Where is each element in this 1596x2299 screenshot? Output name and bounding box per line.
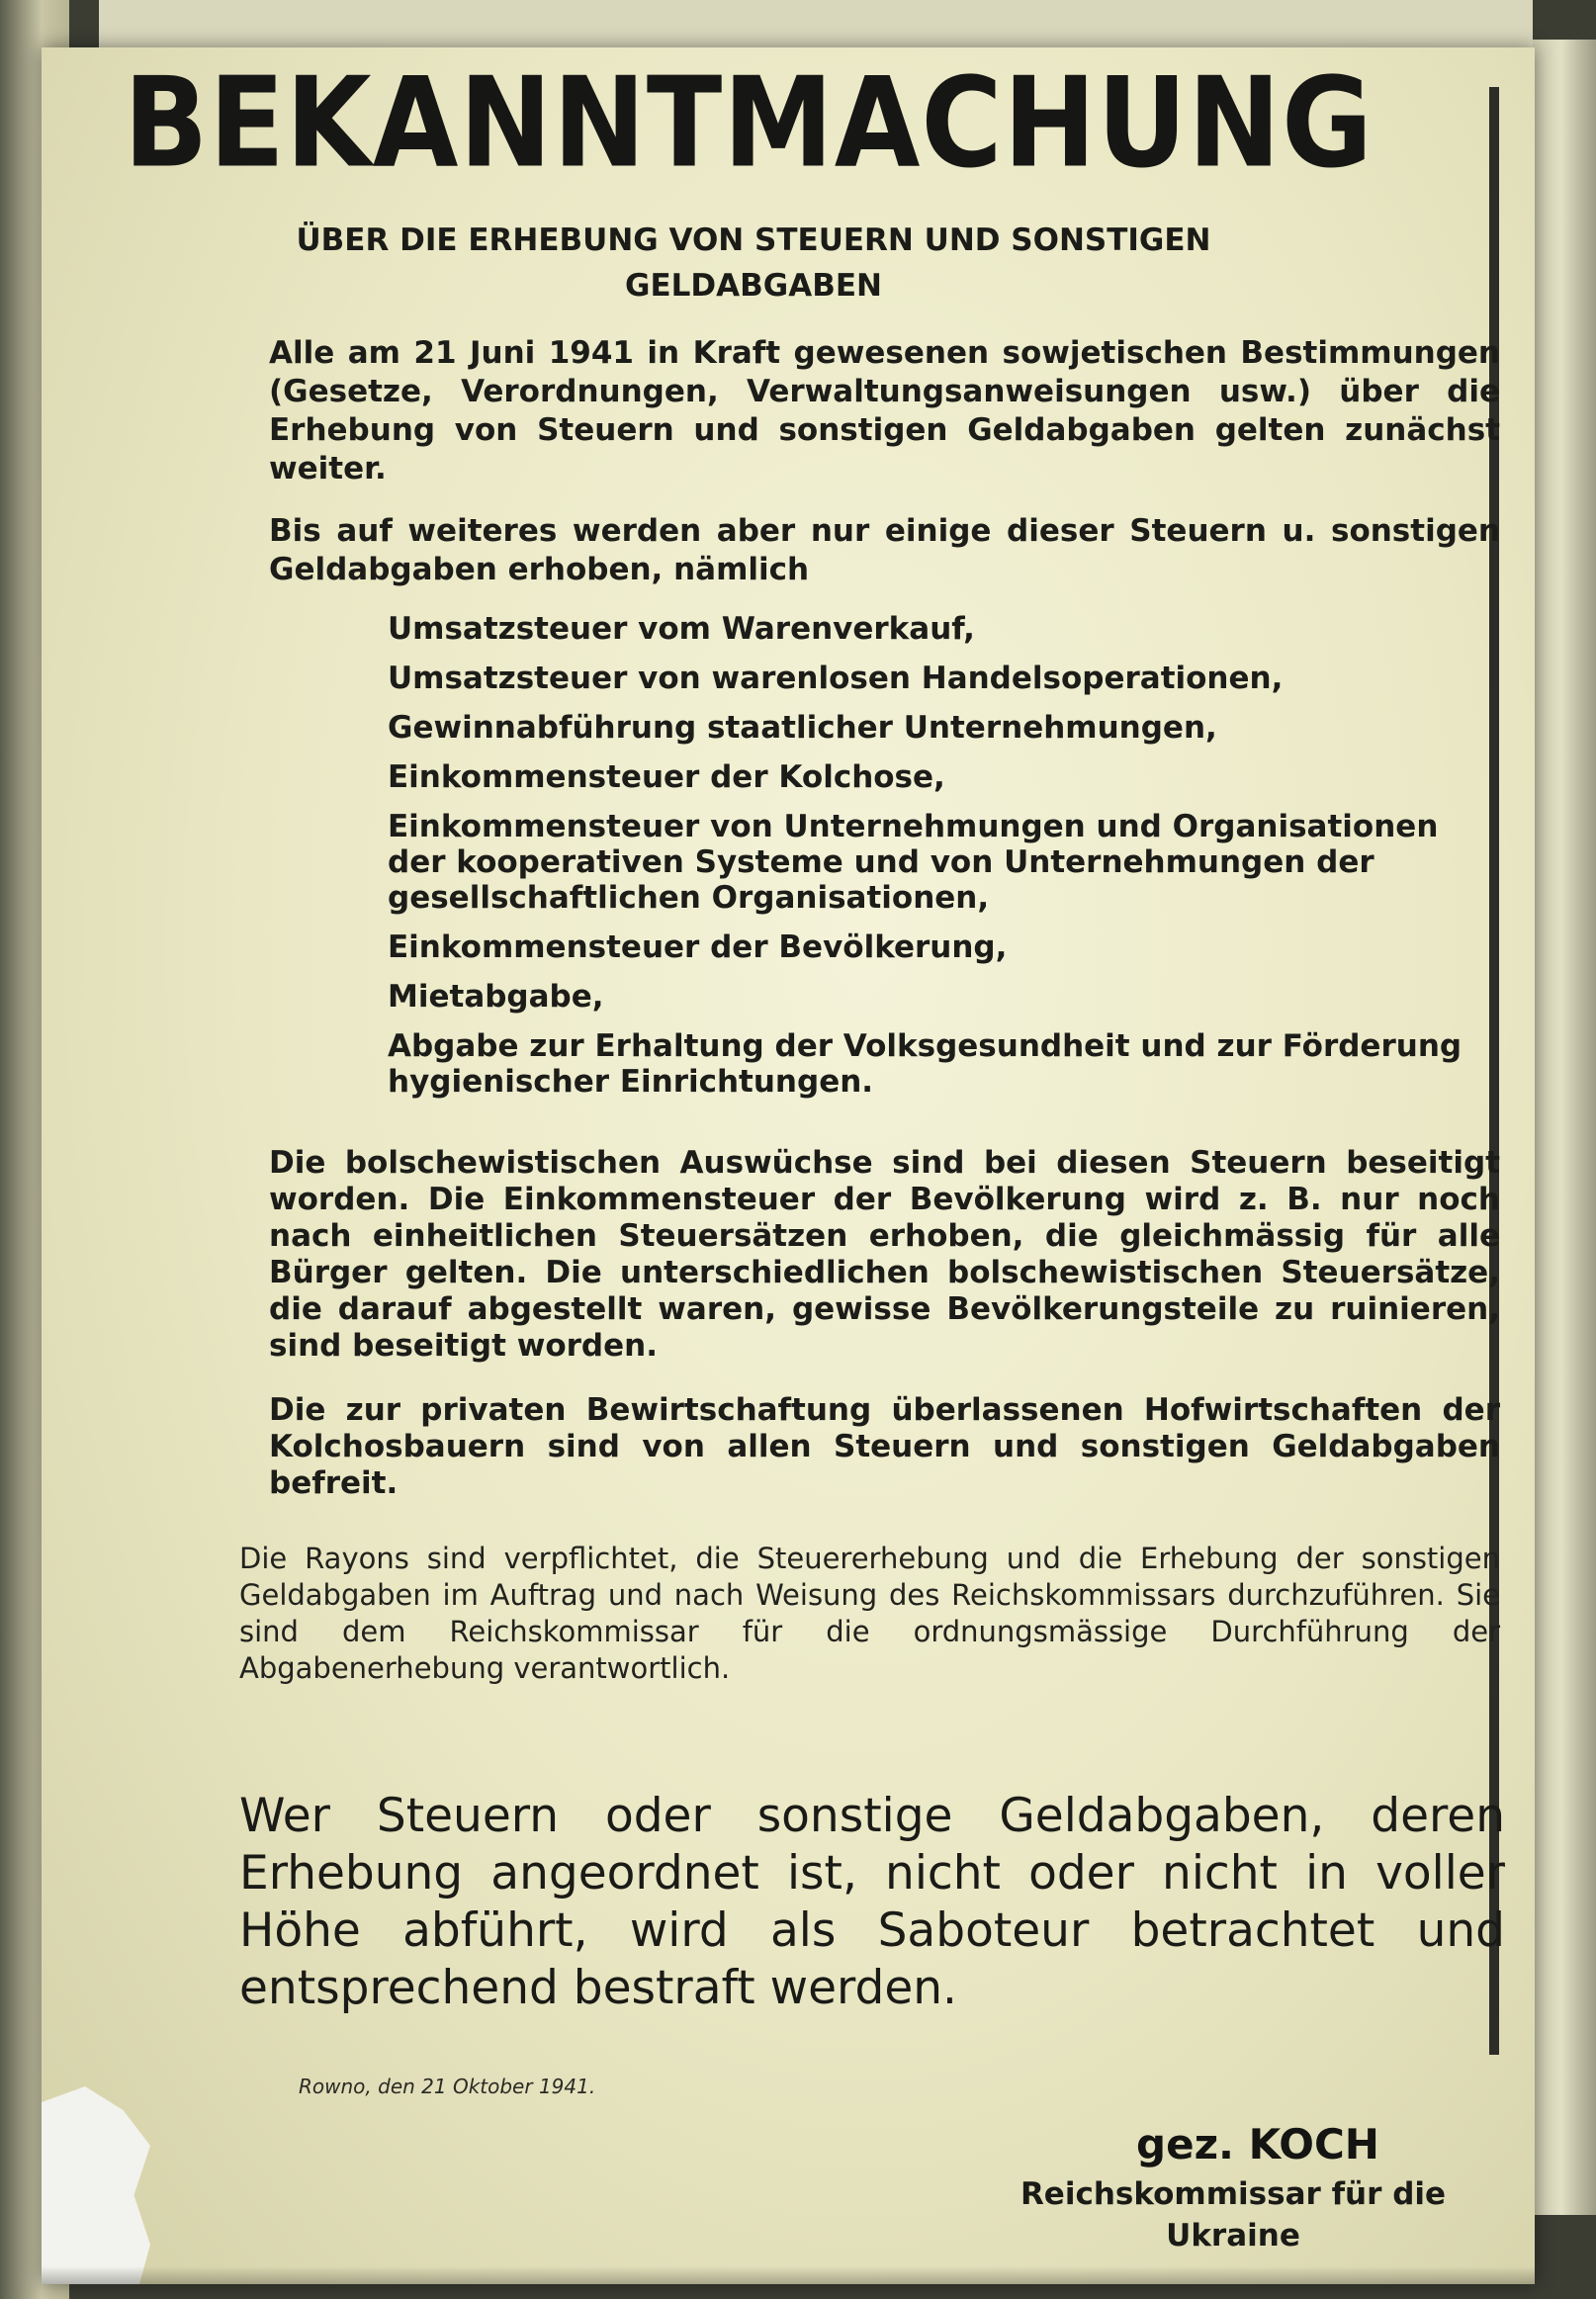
list-item: Gewinnabführung staatlicher Unternehmungen, [388, 710, 1217, 746]
bottom-shadow [42, 2266, 1535, 2284]
paragraph-reforms: Die bolschewistischen Auswüchse sind bei diesen Steuern beseitigt worden. Die Einkommensteuer der Bevölkerung wird z. B. nur noch nach einheitlichen Steuersätzen erhoben, die gleichmässig für alle Bürger gelten. Die unterschiedlichen bolschewistischen Steuersätze, die darauf abgestellt waren, gewisse Bevölkerungsteile zu ruinieren, sind beseitigt worden. [269, 1145, 1500, 1364]
torn-corner [42, 2086, 150, 2284]
list-item: Einkommensteuer der Bevölkerung, [388, 929, 1008, 965]
list-item: Umsatzsteuer von warenlosen Handelsoperationen, [388, 661, 1284, 696]
paragraph-selected-taxes: Bis auf weiteres werden aber nur einige dieser Steuern u. sonstigen Geldabgaben erhoben, nämlich [269, 513, 1500, 587]
paragraph-rayons: Die Rayons sind verpflichtet, die Steuererhebung und die Erhebung der sonstigen Geldabgaben im Auftrag und nach Weisung des Reichskommissars durchzuführen. Sie sind dem Reichskommissar für die ordnungsmässige Durchführung der Abgabenerhebung verantwortlich. [239, 1542, 1500, 1685]
list-item: Einkommensteuer von Unternehmungen und Organisationen der kooperativen Systeme und von Unternehmungen der gesellschaftlichen Organisationen, [388, 809, 1439, 916]
poster-sheet [42, 47, 1535, 2284]
list-item: Einkommensteuer der Kolchose, [388, 759, 945, 795]
paragraph-validity: Alle am 21 Juni 1941 in Kraft gewesenen sowjetischen Bestimmungen (Gesetze, Verordnungen, Verwaltungsanweisungen usw.) über die Erhebung von Steuern und sonstigen Geldabgaben gelten zunächst weiter. [269, 335, 1500, 486]
poster-subheadline: ÜBER DIE ERHEBUNG VON STEUERN UND SONSTIGEN GELDABGABEN [296, 222, 1211, 304]
list-item: Mietabgabe, [388, 979, 604, 1015]
warning-statement: Wer Steuern oder sonstige Geldabgaben, deren Erhebung angeordnet ist, nicht oder nicht in voller Höhe abführt, wird als Saboteur betrachtet und entsprechend bestraft werden. [239, 1789, 1505, 2015]
list-item: Abgabe zur Erhaltung der Volksgesundheit und zur Förderung hygienischer Einrichtungen. [388, 1028, 1463, 1100]
poster-headline: BEKANNTMACHUNG [124, 51, 1374, 196]
tax-list [388, 611, 1505, 1113]
place-and-date: Rowno, den 21 Oktober 1941. [299, 2075, 596, 2098]
signature-title: Reichskommissar für die Ukraine [1020, 2176, 1447, 2254]
backdrop-right [1527, 40, 1596, 2215]
list-item: Umsatzsteuer vom Warenverkauf, [388, 611, 975, 647]
paragraph-exemption: Die zur privaten Bewirtschaftung überlassenen Hofwirtschaften der Kolchosbauern sind von allen Steuern und sonstigen Geldabgaben befreit. [269, 1392, 1500, 1501]
signature-name: gez. KOCH [1136, 2120, 1379, 2168]
